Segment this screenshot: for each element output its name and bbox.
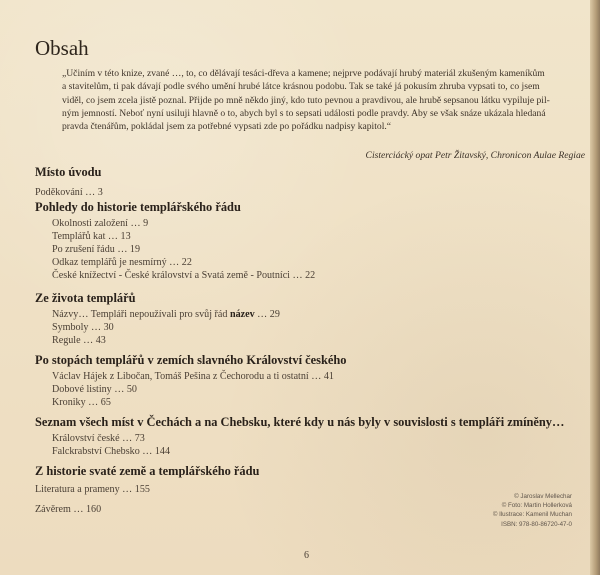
quote-attribution: Cisterciácký opat Petr Žitavský, Chronicon Aulae Regiae — [365, 150, 585, 161]
toc-entry: Literatura a prameny … 155 — [35, 484, 150, 495]
toc-entry: Dobové listiny … 50 — [52, 384, 137, 395]
quote-line: a stavitelům, ti pak dávají podle svého umění hrubé látce krásnou podobu. Tak se také já pokusím zhruba vypsati to, co jsem — [62, 81, 540, 93]
toc-section-heading: Po stopách templářů v zemích slavného Království českého — [35, 353, 347, 367]
quote-line: pravda čtenářům, pokládal jsem za potřebné vypsati zde po pořádku nadpisy kapitol.“ — [62, 121, 392, 133]
quote-line: viděl, co jsem zcela jistě poznal. Přijde po mně někdo jiný, kdo tuto pevnou a pravdivou, ale hrubě sepsanou látku vypiluje pil- — [62, 94, 550, 106]
toc-section-heading: Seznam všech míst v Čechách a na Chebsku, které kdy u nás byly v souvislosti s templáři zmíněny… — [35, 415, 565, 429]
page-number: 6 — [304, 550, 309, 561]
toc-entry: Království české … 73 — [52, 433, 145, 444]
toc-section-heading: Ze života templářů — [35, 291, 136, 305]
toc-entry: Kroniky … 65 — [52, 397, 111, 408]
toc-entry: Falckrabství Chebsko … 144 — [52, 446, 171, 457]
page-title: Obsah — [35, 36, 89, 60]
toc-entry: České knížectví - České království a Svatá země - Poutníci … 22 — [52, 270, 316, 281]
toc-entry: Okolnosti založení … 9 — [52, 218, 149, 229]
toc-entry: Po zrušení řádu … 19 — [52, 244, 141, 255]
credit-line: © Foto: Martin Hollerková — [501, 502, 572, 510]
toc-entry: Poděkování … 3 — [35, 187, 103, 198]
toc-section-heading: Pohledy do historie templářského řádu — [35, 200, 241, 214]
page-edge-shadow — [590, 0, 600, 575]
quote-line: ným jemností. Neboť nyní usiluji hlavně o to, abych byl s to sepsati události podle pravdy. Aby se však snáze ukázala hledaná — [62, 107, 546, 119]
toc-section-heading: Z historie svaté země a templářského řádu — [35, 464, 260, 478]
quote-block — [62, 67, 572, 133]
toc-entry: Symboly … 30 — [52, 322, 114, 333]
isbn-line: ISBN: 978-80-86720-47-0 — [501, 520, 572, 528]
toc-entry: Závěrem … 160 — [35, 504, 102, 515]
credit-line: © Ilustrace: Kamenil Muchan — [492, 511, 572, 519]
toc-entry: Regule … 43 — [52, 335, 106, 346]
toc-entry: Názvy… Templáři nepoužívali pro svůj řád název … 29 — [52, 309, 280, 320]
toc-entry: Václav Hájek z Libočan, Tomáš Pešina z Čechorodu a ti ostatní … 41 — [52, 371, 334, 382]
toc-entry: Templářů kat … 13 — [52, 231, 131, 242]
toc-entry: Odkaz templářů je nesmírný … 22 — [52, 257, 192, 268]
credit-line: © Jaroslav Mellechar — [514, 493, 572, 500]
quote-line: „Učiním v této knize, zvané …, to, co dělávají tesáci-dřeva a kamene; nejprve podávají hrubý materiál zkušeným kameníkům — [62, 68, 545, 79]
copyright-credits — [462, 492, 572, 529]
toc-section-heading: Místo úvodu — [35, 165, 102, 179]
